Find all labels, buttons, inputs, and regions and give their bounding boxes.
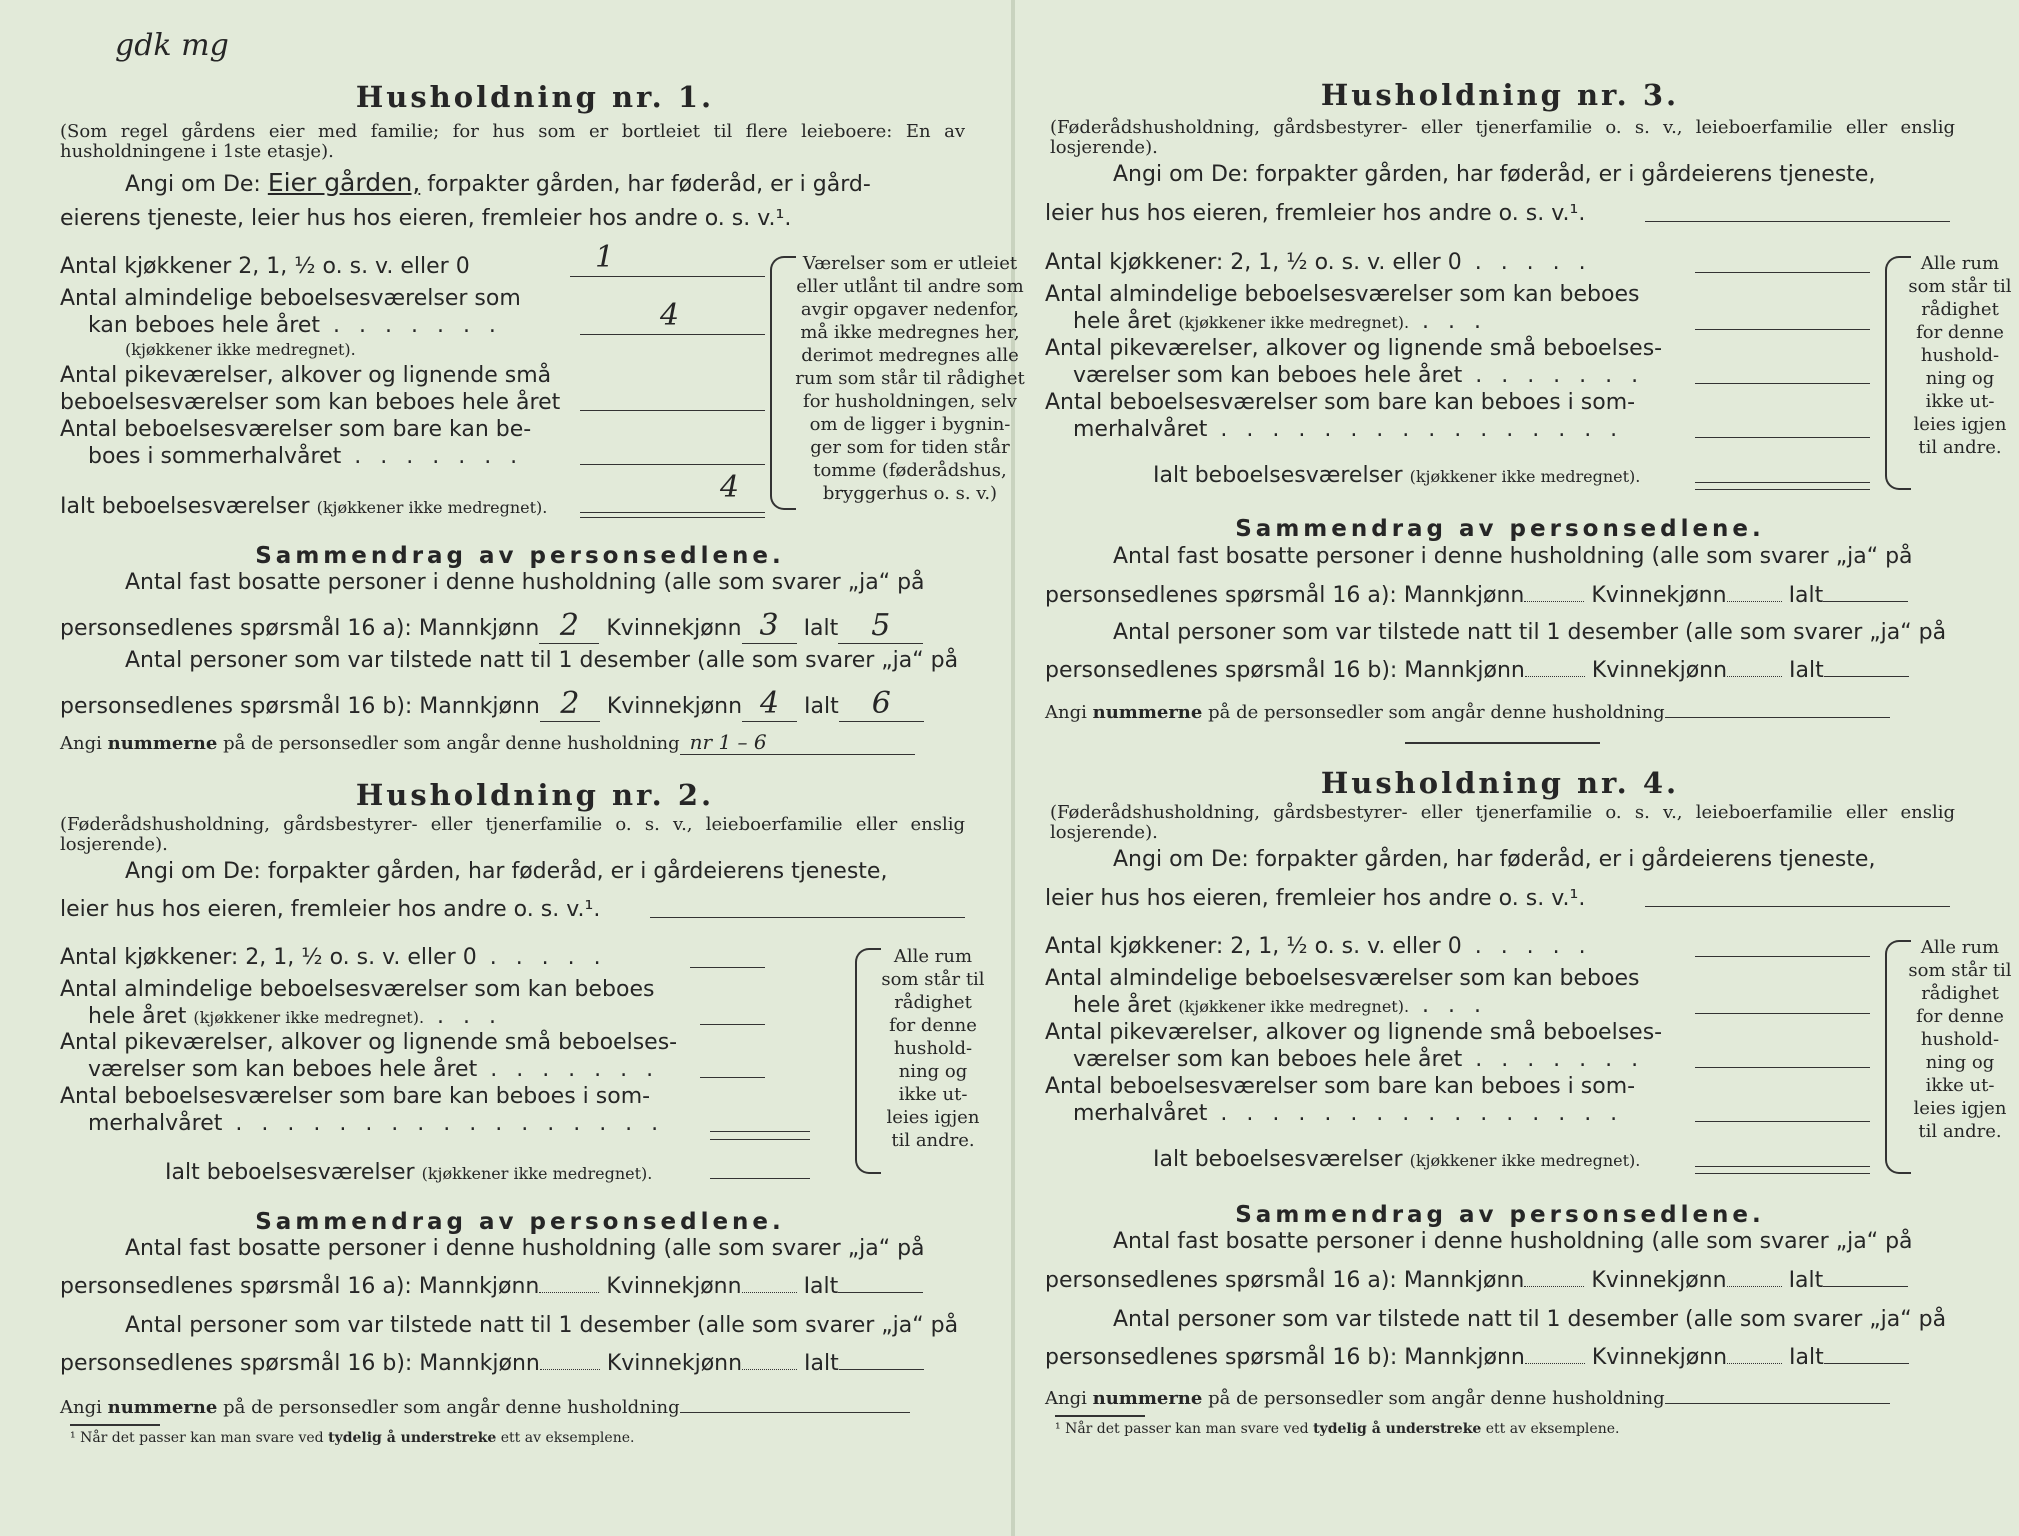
h2-16a-female [742,1292,797,1293]
h2-footnote: ¹ Når det passer kan man svare ved tydelig å understreke ett av eksemplene. [70,1430,635,1446]
h3-angi-line1: Angi om De: forpakter gården, har føderåd, er i gårdeierens tjeneste, [1113,162,1876,187]
h3-total-rooms-line2 [1695,489,1870,490]
side-note-line: rum som står til rådighet [795,368,1025,389]
h2-summer-rooms-label2: merhalvåret . . . . . . . . . . . . . . . . . [88,1111,665,1136]
h4-total-rooms-line [1695,1166,1870,1167]
household-4-note: (Føderådshusholdning, gårdsbestyrer- eller tjenerfamilie o. s. v., leieboerfamilie eller enslig losjerende). [1050,802,1955,843]
household-1-title: Husholdning nr. 1. [355,80,715,114]
side-note-line: for husholdningen, selv [803,391,1017,412]
h3-summer-rooms-label2: merhalvåret . . . . . . . . . . . . . . . . [1073,417,1624,442]
h4-small-rooms-label1: Antal pikeværelser, alkover og lignende små beboelses- [1045,1020,1663,1045]
side-note-line: avgir opgaver nedenfor, [800,299,1020,320]
h3-angi-line2: leier hus hos eieren, fremleier hos andre o. s. v.¹. [1045,201,1586,226]
h3-16a-total [1823,601,1908,602]
side-note-line: leies igjen [1913,1098,2007,1119]
h4-total-rooms-line2 [1695,1173,1870,1174]
side-note-line: ikke ut- [1925,391,1995,412]
h3-sum-a-line2: personsedlenes spørsmål 16 a): Mannkjønn Kvinnekjønn Ialt [1045,583,1908,608]
h3-sum-b-line1: Antal personer som var tilstede natt til 1 desember (alle som svarer „ja“ på [1113,620,1947,645]
h1-16a-total: 5 [838,608,923,644]
h4-sum-a-line1: Antal fast bosatte personer i denne husholdning (alle som svarer „ja“ på [1113,1229,1913,1254]
h1-total-rooms-line [580,512,765,513]
side-note-line: ger som for tiden står [810,437,1010,458]
side-note-line: rådighet [894,992,972,1013]
h4-numbers-line: Angi nummerne på de personsedler som angår denne husholdning [1045,1388,1890,1409]
h2-kitchens-label: Antal kjøkkener: 2, 1, ½ o. s. v. eller 0 . . . . . [60,945,607,970]
h4-summer-rooms-line [1695,1121,1870,1122]
h2-kitchens-line [690,967,765,968]
household-2-title: Husholdning nr. 2. [355,778,715,812]
h3-summary-title: Sammendrag av personsedlene. [1235,516,1765,542]
side-note-line: Værelser som er utleiet [802,253,1018,274]
h4-small-rooms-line [1695,1067,1870,1068]
h4-footnote: ¹ Når det passer kan man svare ved tydelig å understreke ett av eksemplene. [1055,1421,1620,1437]
h1-16a-male: 2 [539,608,599,644]
side-note-line: ikke ut- [898,1084,968,1105]
h2-small-rooms-label1: Antal pikeværelser, alkover og lignende små beboelses- [60,1030,678,1055]
h1-16a-female: 3 [742,608,797,644]
h3-16b-male [1525,676,1585,677]
h1-angi-line2: eierens tjeneste, leier hus hos eieren, fremleier hos andre o. s. v.¹. [60,206,792,231]
h2-rooms-label1: Antal almindelige beboelsesværelser som kan beboes [60,977,655,1002]
side-note-line: ikke ut- [1925,1075,1995,1096]
side-note-line: rådighet [1921,983,1999,1004]
h1-total-rooms-value: 4 [720,470,740,505]
h4-side-note [1905,936,2015,1143]
h4-rooms-label1: Antal almindelige beboelsesværelser som kan beboes [1045,966,1640,991]
h3-rooms-label1: Antal almindelige beboelsesværelser som kan beboes [1045,282,1640,307]
h4-16b-female [1727,1363,1782,1364]
h3-small-rooms-label2: værelser som kan beboes hele året . . . . . . . [1073,363,1645,388]
h1-angi-line1: Angi om De: Eier gården, forpakter gården, har føderåd, er i gård- [125,168,871,197]
h1-small-rooms-line [580,410,765,411]
h2-16a-male [539,1292,599,1293]
h1-sum-a-line2: personsedlenes spørsmål 16 a): Mannkjønn 2 Kvinnekjønn 3 Ialt 5 [60,608,923,644]
h1-small-rooms-label2: beboelsesværelser som kan beboes hele året [60,390,561,415]
h1-sum-a-line1: Antal fast bosatte personer i denne husholdning (alle som svarer „ja“ på [125,570,925,595]
h3-kitchens-line [1695,272,1870,273]
h2-angi-line [650,917,965,918]
h3-total-rooms-label: Ialt beboelsesværelser (kjøkkener ikke medregnet). [1153,463,1641,488]
h2-total-rooms-label: Ialt beboelsesværelser (kjøkkener ikke medregnet). [165,1160,653,1185]
h3-sum-b-line2: personsedlenes spørsmål 16 b): Mannkjønn Kvinnekjønn Ialt [1045,658,1909,683]
h1-sum-b-line1: Antal personer som var tilstede natt til 1 desember (alle som svarer „ja“ på [125,648,959,673]
h1-total-rooms-label: Ialt beboelsesværelser (kjøkkener ikke medregnet). [60,494,548,519]
h2-sum-b-line1: Antal personer som var tilstede natt til 1 desember (alle som svarer „ja“ på [125,1313,959,1338]
h2-summer-rooms-label1: Antal beboelsesværelser som bare kan beboes i som- [60,1084,651,1109]
page-fold [1011,0,1015,1536]
h4-16a-total [1823,1286,1908,1287]
h3-summer-rooms-label1: Antal beboelsesværelser som bare kan beboes i som- [1045,390,1636,415]
h3-summer-rooms-line [1695,437,1870,438]
h2-sum-a-line2: personsedlenes spørsmål 16 a): Mannkjønn Kvinnekjønn Ialt [60,1274,923,1299]
h1-bracket [770,256,796,510]
h4-small-rooms-label2: værelser som kan beboes hele året . . . . . . . [1073,1047,1645,1072]
side-note-line: ning og [1925,1052,1995,1073]
h4-sum-b-line1: Antal personer som var tilstede natt til 1 desember (alle som svarer „ja“ på [1113,1307,1947,1332]
household-4-title: Husholdning nr. 4. [1320,766,1680,800]
h1-sum-b-line2: personsedlenes spørsmål 16 b): Mannkjønn 2 Kvinnekjønn 4 Ialt 6 [60,686,924,722]
h2-summary-title: Sammendrag av personsedlene. [255,1209,785,1235]
side-note-line: for denne [1916,322,2004,343]
h1-summary-title: Sammendrag av personsedlene. [255,543,785,569]
h3-16b-total [1824,676,1909,677]
h2-summer-rooms-line2 [710,1139,810,1140]
h4-16b-total [1824,1363,1909,1364]
h1-rooms-label3: (kjøkkener ikke medregnet). [125,340,356,359]
side-note-line: må ikke medregnes her, [800,322,1020,343]
h1-rooms-line [580,334,765,335]
footnote-separator-right [1055,1415,1145,1417]
h2-16a-total [838,1292,923,1293]
h4-16a-male [1524,1286,1584,1287]
h1-numbers-value: nr 1 – 6 [680,730,915,755]
h2-small-rooms-line [700,1077,765,1078]
h4-16b-male [1525,1363,1585,1364]
h4-kitchens-line [1695,956,1870,957]
h4-16a-female [1727,1286,1782,1287]
h2-rooms-line [700,1024,765,1025]
margin-handwriting: gdk mg [115,28,229,63]
h1-rooms-label2: kan beboes hele året . . . . . . . [88,313,502,338]
side-note-line: hushold- [1920,1029,2000,1050]
side-note-line: tomme (føderådshus, [813,460,1007,481]
h1-summer-rooms-line [580,464,765,465]
h1-16b-female: 4 [742,686,797,722]
household-3-note: (Føderådshusholdning, gårdsbestyrer- eller tjenerfamilie o. s. v., leieboerfamilie eller enslig losjerende). [1050,117,1955,158]
h3-small-rooms-label1: Antal pikeværelser, alkover og lignende små beboelses- [1045,336,1663,361]
footnote-separator [70,1424,160,1426]
h3-h4-separator [1405,742,1600,744]
h1-summer-rooms-label1: Antal beboelsesværelser som bare kan be- [60,417,532,442]
h3-numbers-line: Angi nummerne på de personsedler som angår denne husholdning [1045,702,1890,723]
household-2-note: (Føderådshusholdning, gårdsbestyrer- eller tjenerfamilie o. s. v., leieboerfamilie eller enslig losjerende). [60,814,965,855]
household-1-note: (Som regel gårdens eier med familie; for hus som er bortleiet til flere leieboere: En av husholdningene i 1ste etasje). [60,121,965,162]
side-note-line: derimot medregnes alle [801,345,1019,366]
eier-option-underlined: Eier gården, [267,168,421,197]
h1-summer-rooms-label2: boes i sommerhalvåret . . . . . . . [88,444,524,469]
side-note-line: Alle rum [893,946,973,967]
h4-angi-line1: Angi om De: forpakter gården, har føderåd, er i gårdeierens tjeneste, [1113,847,1876,872]
h3-rooms-line [1695,329,1870,330]
h1-side-note [795,252,1025,505]
h1-total-rooms-line2 [580,517,765,518]
h3-side-note [1905,252,2015,459]
h2-16b-male [540,1369,600,1370]
side-note-line: til andre. [1918,437,2002,458]
h3-16a-female [1727,601,1782,602]
h2-sum-b-line2: personsedlenes spørsmål 16 b): Mannkjønn Kvinnekjønn Ialt [60,1351,924,1376]
side-note-line: ning og [1925,368,1995,389]
h1-16b-male: 2 [540,686,600,722]
h3-kitchens-label: Antal kjøkkener: 2, 1, ½ o. s. v. eller 0 . . . . . [1045,250,1592,275]
side-note-line: leies igjen [1913,414,2007,435]
h4-angi-line [1645,906,1950,907]
side-note-line: hushold- [1920,345,2000,366]
h4-summer-rooms-label2: merhalvåret . . . . . . . . . . . . . . . . [1073,1101,1624,1126]
side-note-line: om de ligger i bygnin- [809,414,1011,435]
side-note-line: bryggerhus o. s. v.) [822,483,998,504]
side-note-line: for denne [1916,1006,2004,1027]
side-note-line: som står til [881,969,985,990]
side-note-line: eller utlånt til andre som [796,276,1024,297]
h4-rooms-line [1695,1013,1870,1014]
h2-side-note [878,945,988,1152]
h3-rooms-label2: hele året (kjøkkener ikke medregnet). . . . [1073,309,1488,334]
side-note-line: leies igjen [886,1107,980,1128]
side-note-line: Alle rum [1920,937,2000,958]
side-note-line: som står til [1908,960,2012,981]
h2-numbers-line: Angi nummerne på de personsedler som angår denne husholdning [60,1397,910,1418]
h1-kitchens-value: 1 [595,240,615,275]
side-note-line: til andre. [1918,1121,2002,1142]
h4-rooms-label2: hele året (kjøkkener ikke medregnet). . . . [1073,993,1488,1018]
side-note-line: til andre. [891,1130,975,1151]
h4-angi-line2: leier hus hos eieren, fremleier hos andre o. s. v.¹. [1045,886,1586,911]
h4-sum-b-line2: personsedlenes spørsmål 16 b): Mannkjønn Kvinnekjønn Ialt [1045,1345,1909,1370]
h2-sum-a-line1: Antal fast bosatte personer i denne husholdning (alle som svarer „ja“ på [125,1236,925,1261]
h2-rooms-label2: hele året (kjøkkener ikke medregnet). . . . [88,1004,503,1029]
h4-kitchens-label: Antal kjøkkener: 2, 1, ½ o. s. v. eller 0 . . . . . [1045,934,1592,959]
h4-sum-a-line2: personsedlenes spørsmål 16 a): Mannkjønn Kvinnekjønn Ialt [1045,1268,1908,1293]
side-note-line: for denne [889,1015,977,1036]
side-note-line: som står til [1908,276,2012,297]
side-note-line: Alle rum [1920,253,2000,274]
household-3-title: Husholdning nr. 3. [1320,78,1680,112]
h4-summary-title: Sammendrag av personsedlene. [1235,1202,1765,1228]
h1-rooms-label1: Antal almindelige beboelsesværelser som [60,286,521,311]
h3-angi-line [1645,221,1950,222]
h3-sum-a-line1: Antal fast bosatte personer i denne husholdning (alle som svarer „ja“ på [1113,544,1913,569]
h2-angi-line1: Angi om De: forpakter gården, har føderåd, er i gårdeierens tjeneste, [125,859,888,884]
h2-angi-line2: leier hus hos eieren, fremleier hos andre o. s. v.¹. [60,897,601,922]
h2-small-rooms-label2: værelser som kan beboes hele året . . . . . . . [88,1057,660,1082]
side-note-line: ning og [898,1061,968,1082]
h2-16b-female [742,1369,797,1370]
h3-total-rooms-line [1695,482,1870,483]
h1-16b-total: 6 [839,686,924,722]
h3-16b-female [1727,676,1782,677]
side-note-line: rådighet [1921,299,1999,320]
h2-total-rooms-line [710,1178,810,1179]
h4-summer-rooms-label1: Antal beboelsesværelser som bare kan beboes i som- [1045,1074,1636,1099]
h2-16b-total [839,1369,924,1370]
h1-kitchens-label: Antal kjøkkener 2, 1, ½ o. s. v. eller 0 [60,254,470,279]
side-note-line: hushold- [893,1038,973,1059]
h1-small-rooms-label1: Antal pikeværelser, alkover og lignende små [60,363,552,388]
h2-summer-rooms-line [710,1131,810,1132]
h1-numbers-line: Angi nummerne på de personsedler som angår denne husholdning nr 1 – 6 [60,730,915,755]
h4-total-rooms-label: Ialt beboelsesværelser (kjøkkener ikke medregnet). [1153,1147,1641,1172]
h3-16a-male [1524,601,1584,602]
h1-rooms-value: 4 [660,298,680,333]
h1-kitchens-line [570,276,765,277]
h3-small-rooms-line [1695,383,1870,384]
